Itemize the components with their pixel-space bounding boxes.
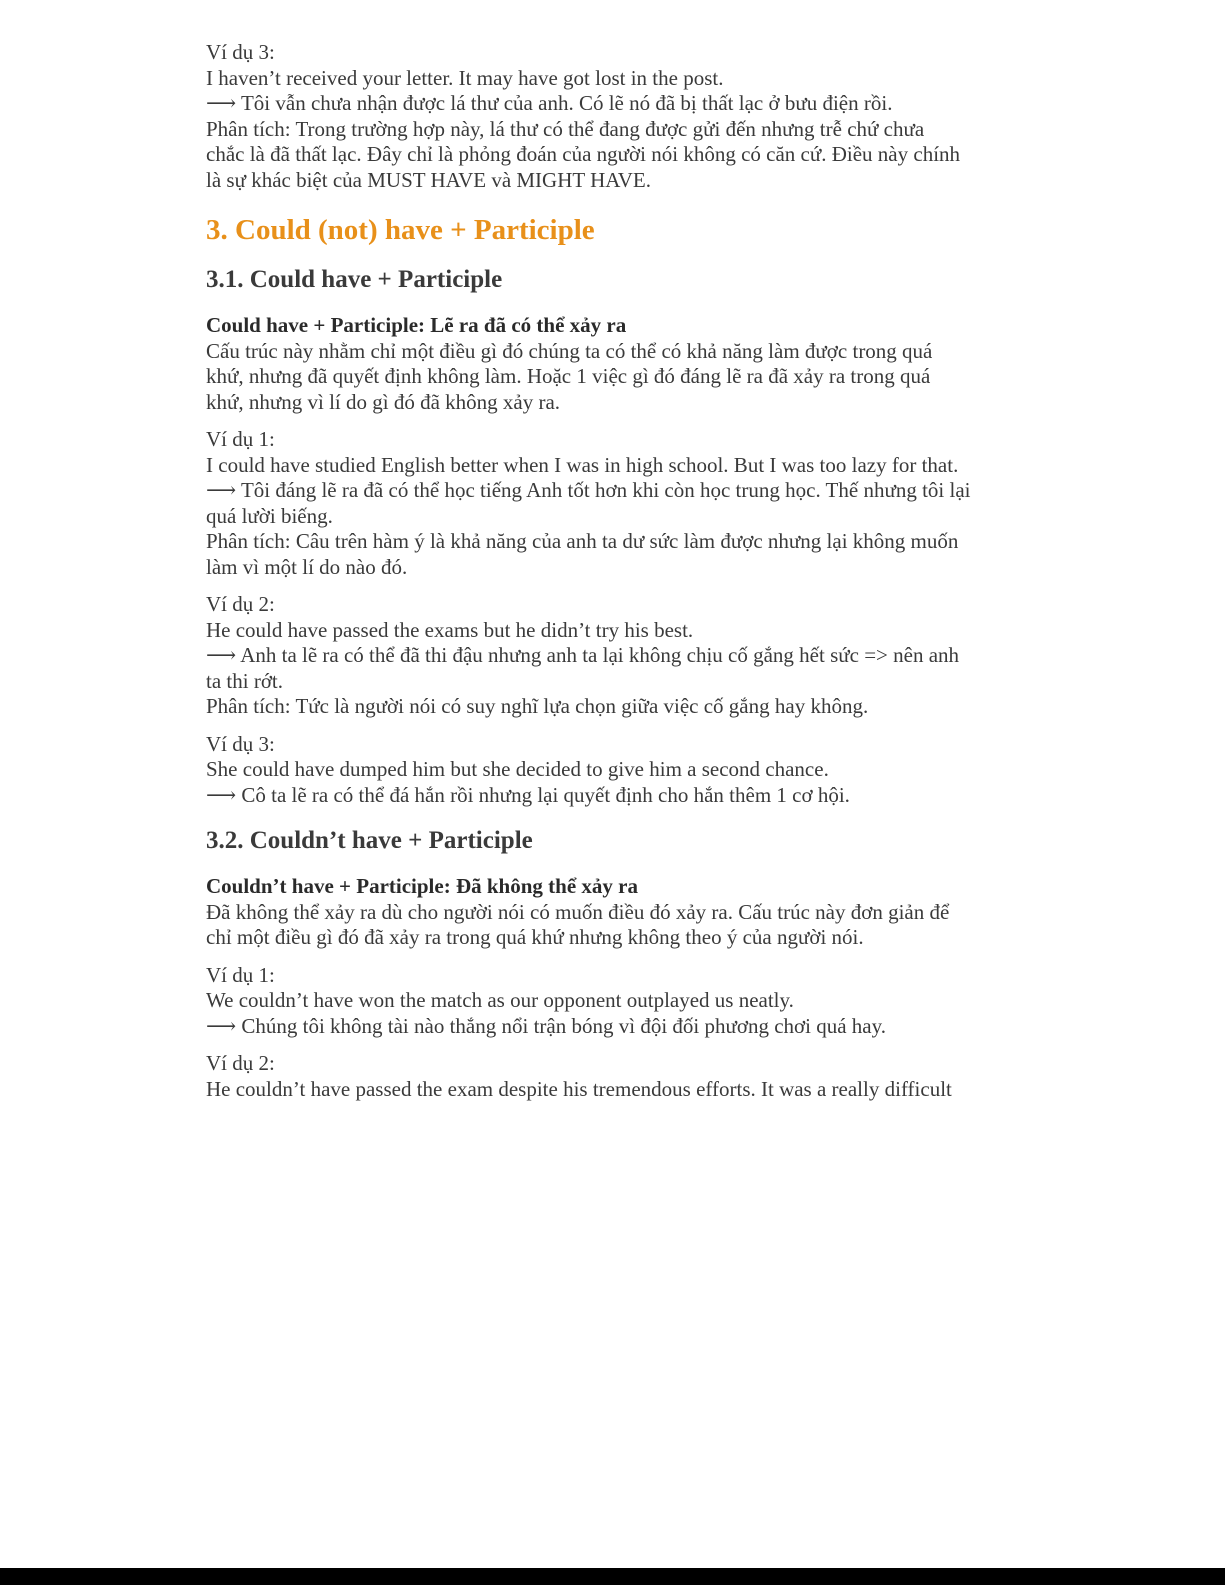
example-line: He couldn’t have passed the exam despite his tremendous efforts. It was a really difficult: [206, 1076, 952, 1101]
example-line: Phân tích: Tức là người nói có suy nghĩ lựa chọn giữa việc cố gắng hay không.: [206, 694, 869, 718]
definition-line: khứ, nhưng vì lí do gì đó đã không xảy ra.: [206, 389, 561, 414]
example-line: quá lười biếng.: [206, 503, 333, 528]
definition-line: chỉ một điều gì đó đã xảy ra trong quá khứ nhưng không theo ý của người nói.: [206, 925, 864, 949]
example-line: ⟶ Tôi đáng lẽ ra đã có thể học tiếng Anh tốt hơn khi còn học trung học. Thế nhưng tôi lại: [206, 478, 971, 502]
definition-title: Could have + Participle: Lẽ ra đã có thể xảy ra: [206, 313, 627, 337]
definition-line: khứ, nhưng đã quyết định không làm. Hoặc 1 việc gì đó đáng lẽ ra đã xảy ra trong quá: [206, 364, 931, 388]
example-line: là sự khác biệt của MUST HAVE và MIGHT HAVE.: [206, 167, 651, 192]
example-line: She could have dumped him but she decided to give him a second chance.: [206, 757, 829, 781]
example-line: làm vì một lí do nào đó.: [206, 554, 408, 579]
example-line: ⟶ Cô ta lẽ ra có thể đá hắn rồi nhưng lại quyết định cho hắn thêm 1 cơ hội.: [206, 782, 850, 807]
example-line: ⟶ Anh ta lẽ ra có thể đã thi đậu nhưng anh ta lại không chịu cố gắng hết sức => nên anh: [206, 643, 960, 667]
subsection-heading: 3.2. Couldn’t have + Participle: [206, 827, 533, 854]
example-label: Ví dụ 1:: [206, 962, 275, 987]
definition-line: Đã không thể xảy ra dù cho người nói có muốn điều đó xảy ra. Cấu trúc này đơn giản để: [206, 899, 950, 924]
definition-line: Cấu trúc này nhằm chỉ một điều gì đó chúng ta có thể có khả năng làm được trong quá: [206, 338, 933, 363]
example-label: Ví dụ 3:: [206, 731, 275, 756]
example-line: ta thi rớt.: [206, 668, 284, 693]
example-line: He could have passed the exams but he didn’t try his best.: [206, 617, 694, 642]
section-heading: 3. Could (not) have + Participle: [206, 214, 595, 246]
example-line: Phân tích: Trong trường hợp này, lá thư có thể đang được gửi đến nhưng trễ chứ chưa: [206, 116, 925, 141]
example-line: ⟶ Tôi vẫn chưa nhận được lá thư của anh. Có lẽ nó đã bị thất lạc ở bưu điện rồi.: [206, 91, 893, 115]
page-bottom-bar: [0, 1568, 1225, 1585]
definition-title: Couldn’t have + Participle: Đã không thể xảy ra: [206, 874, 638, 898]
example-line: I could have studied English better when I was in high school. But I was too lazy for that.: [206, 452, 959, 477]
example-line: Phân tích: Câu trên hàm ý là khả năng của anh ta dư sức làm được nhưng lại không muốn: [206, 529, 959, 553]
example-line: I haven’t received your letter. It may have got lost in the post.: [206, 65, 724, 90]
document-page: [206, 40, 1026, 1102]
example-label: Ví dụ 3:: [206, 40, 275, 64]
example-line: chắc là đã thất lạc. Đây chỉ là phỏng đoán của người nói không có căn cứ. Điều này chính: [206, 142, 961, 166]
example-line: We couldn’t have won the match as our opponent outplayed us neatly.: [206, 988, 794, 1012]
example-line: ⟶ Chúng tôi không tài nào thắng nổi trận bóng vì đội đối phương chơi quá hay.: [206, 1013, 887, 1038]
example-label: Ví dụ 2:: [206, 592, 275, 616]
example-label: Ví dụ 2:: [206, 1051, 275, 1075]
subsection-heading: 3.1. Could have + Participle: [206, 266, 503, 293]
example-label: Ví dụ 1:: [206, 427, 275, 451]
